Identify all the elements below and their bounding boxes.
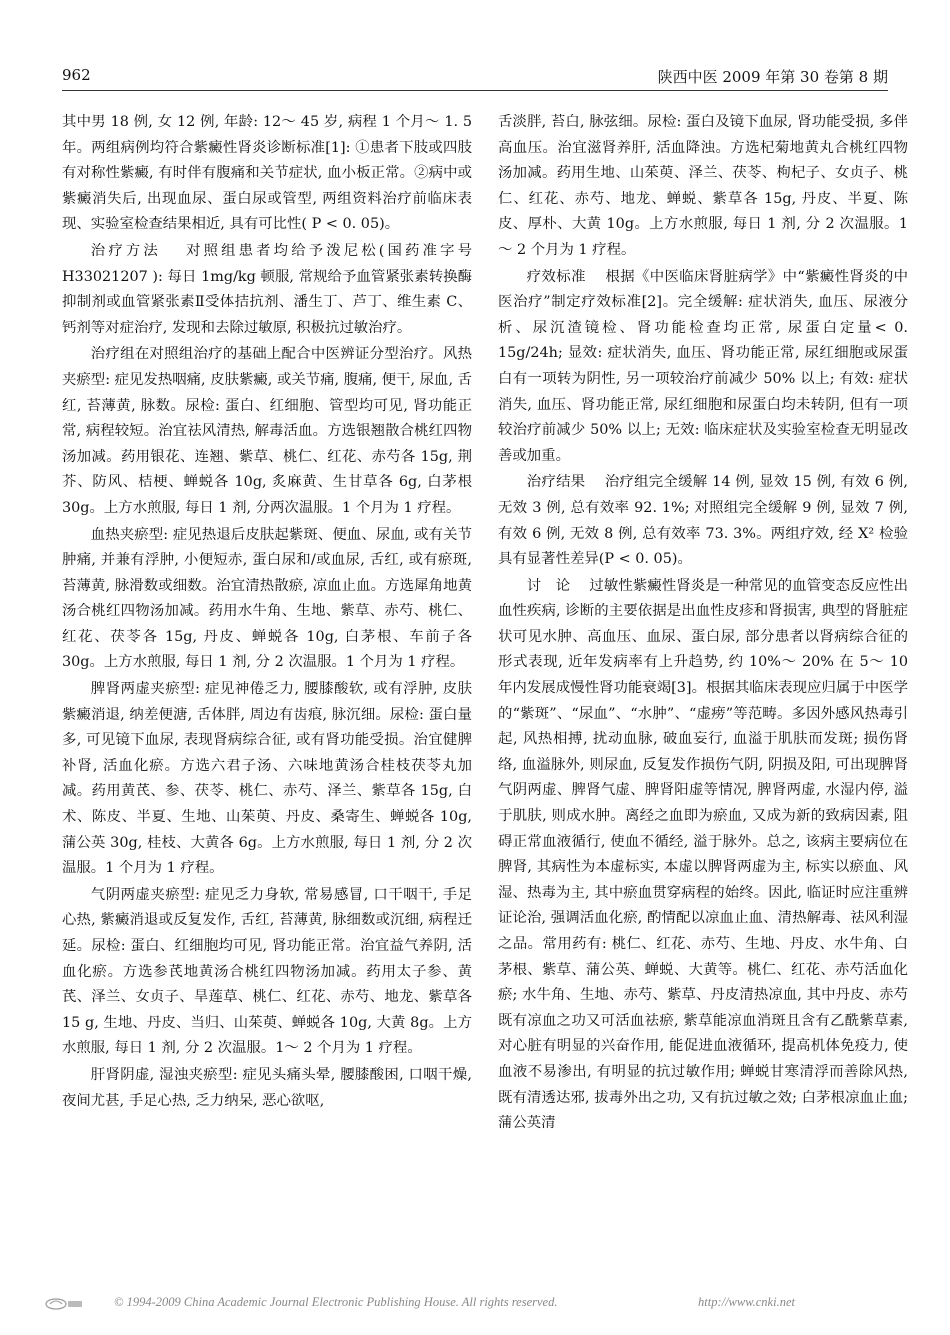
paragraph: 脾肾两虚夹瘀型: 症见神倦乏力, 腰膝酸软, 或有浮肿, 皮肤紫癜消退, 纳差便溏, 舌体胖, 周边有齿痕, 脉沉细。尿检: 蛋白量多, 可见镜下血尿, 表现肾病综合征, 或有肾功能受损。治宜健脾补肾, 活血化瘀。方选六君子汤、六味地黄汤合桂枝茯苓丸加减。药用黄芪、参、茯苓、桃仁、赤芍、泽兰、紫草各 15g, 白术、陈皮、半夏、生地、山茱萸、丹皮、桑寄生、蝉蜕各 10g, 蒲公英 30g, 桂枝、大黄各 6g。上方水煎服, 每日 1 剂, 分 2 次温服。1 个月为 1 疗程。 [62, 681, 472, 877]
page-number: 962 [62, 66, 91, 84]
paragraph: 治疗组在对照组治疗的基础上配合中医辨证分型治疗。风热夹瘀型: 症见发热咽痛, 皮肤紫癜, 或关节痛, 腹痛, 便干, 尿血, 舌红, 苔薄黄, 脉数。尿检: 蛋白、红细胞、管型均可见, 肾功能正常, 病程较短。治宜祛风清热, 解毒活血。方选银翘散合桃红四物汤加减。药用银花、连翘、紫草、桃仁、红花、赤芍各 15g, 荆芥、防风、桔梗、蝉蜕各 10g, 炙麻黄、生甘草各 6g, 白茅根 30g。上方水煎服, 每日 1 剂, 分两次温服。1 个月为 1 疗程。 [62, 346, 472, 516]
paragraph: 治疗方法 对照组患者均给予泼尼松(国药准字号 H33021207 ): 每日 1mg/kg 顿服, 常规给予血管紧张素转换酶抑制剂或血管紧张素Ⅱ受体拮抗剂、潘生丁、芦丁、维生素 C、钙剂等对症治疗, 发现和去除过敏原, 积极抗过敏治疗。 [62, 242, 472, 336]
paragraph: 其中男 18 例, 女 12 例, 年龄: 12～ 45 岁, 病程 1 个月～ 1. 5 年。两组病例均符合紫癜性肾炎诊断标准[1]: ①患者下肢或四肢有对称性紫癜, 有时伴有腹痛和关节症状, 血小板正常。②病中或紫癜消失后, 出现血尿、蛋白尿或管型, 两组资料治疗前临床表现、实验室检查结果相近, 具有可比性( P < 0. 05)。 [62, 114, 472, 233]
journal-title: 陕西中医 2009 年第 30 卷第 8 期 [657, 68, 888, 86]
page-header [62, 66, 888, 90]
copyright-text: © 1994-2009 China Academic Journal Electronic Publishing House. All rights reserved. [114, 1295, 558, 1309]
cnki-logo-icon [44, 1295, 84, 1311]
header-rule [62, 90, 888, 91]
paragraph: 舌淡胖, 苔白, 脉弦细。尿检: 蛋白及镜下血尿, 肾功能受损, 多伴高血压。治宜滋肾养肝, 活血降浊。方选杞菊地黄丸合桃红四物汤加减。药用生地、山茱萸、泽兰、茯苓、枸杞子、女贞子、桃仁、红花、赤芍、地龙、蝉蜕、紫草各 15g, 丹皮、半夏、陈皮、厚朴、大黄 10g。上方水煎服, 每日 1 剂, 分 2 次温服。1～ 2 个月为 1 疗程。 [498, 114, 908, 258]
paragraph: 疗效标准 根据《中医临床肾脏病学》中“紫癜性肾炎的中医治疗”制定疗效标准[2]。完全缓解: 症状消失, 血压、尿液分析、尿沉渣镜检、肾功能检查均正常, 尿蛋白定量< 0. 15g/24h; 显效: 症状消失, 血压、肾功能正常, 尿红细胞或尿蛋白有一项转为阴性, 另一项较治疗前减少 50% 以上; 有效: 症状消失, 血压、肾功能正常, 尿红细胞和尿蛋白均未转阴, 但有一项较治疗前减少 50% 以上; 无效: 临床症状及实验室检查无明显改善或加重。 [498, 268, 908, 464]
paragraph: 肝肾阴虚, 湿浊夹瘀型: 症见头痛头晕, 腰膝酸困, 口咽干燥, 夜间尤甚, 手足心热, 乏力纳呆, 恶心欲呕, [62, 1066, 472, 1109]
left-column [62, 110, 472, 1115]
paragraph: 治疗结果 治疗组完全缓解 14 例, 显效 15 例, 有效 6 例, 无效 3 例, 总有效率 92. 1%; 对照组完全缓解 9 例, 显效 7 例, 有效 6 例, 无效 8 例, 总有效率 73. 3%。两组疗效, 经 X² 检验具有显著性差异(P < 0. 05)。 [498, 474, 908, 568]
paragraph: 血热夹瘀型: 症见热退后皮肤起紫斑、便血、尿血, 或有关节肿痛, 并兼有浮肿, 小便短赤, 蛋白尿和/或血尿, 舌红, 或有瘀斑, 苔薄黄, 脉滑数或细数。治宜清热散瘀, 凉血止血。方选犀角地黄汤合桃红四物汤加减。药用水牛角、生地、紫草、赤芍、桃仁、红花、茯苓各 15g, 丹皮、蝉蜕各 10g, 白茅根、车前子各 30g。上方水煎服, 每日 1 剂, 分 2 次温服。1 个月为 1 疗程。 [62, 526, 472, 671]
page-footer [44, 1294, 906, 1314]
right-column [498, 110, 908, 1138]
paragraph: 讨 论 过敏性紫癜性肾炎是一种常见的血管变态反应性出血性疾病, 诊断的主要依据是出血性皮疹和肾损害, 典型的肾脏症状可见水肿、高血压、血尿、蛋白尿, 部分患者以肾病综合征的形式表现, 近年发病率有上升趋势, 约 10%～ 20% 在 5～ 10 年内发展成慢性肾功能衰竭[3]。根据其临床表现应归属于中医学的“紫斑”、“尿血”、“水肿”、“虚痨”等范畴。多因外感风热毒引起, 风热相搏, 扰动血脉, 破血妄行, 血溢于肌肤而发斑; 损伤肾络, 血溢脉外, 则尿血, 反复发作损伤气阴, 阴损及阳, 可出现脾肾气阴两虚、脾肾气虚、脾肾阳虚等情况, 脾肾两虚, 水湿内停, 溢于肌肤, 则成水肿。离经之血即为瘀血, 又成为新的致病因素, 阻碍正常血液循行, 使血不循经, 溢于脉外。总之, 该病主要病位在脾肾, 其病性为本虚标实, 本虚以脾肾两虚为主, 标实以瘀血、风湿、热毒为主, 其中瘀血贯穿病程的始终。因此, 临证时应注重辨证论治, 强调活血化瘀, 酌情配以凉血止血、清热解毒、祛风利湿之品。常用药有: 桃仁、红花、赤芍、生地、丹皮、水牛角、白茅根、紫草、蒲公英、蝉蜕、大黄等。桃仁、红花、赤芍活血化瘀; 水牛角、生地、赤芍、紫草、丹皮清热凉血, 其中丹皮、赤芍既有凉血之功又可活血祛瘀, 紫草能凉血消斑且含有乙酰紫草素, 对心脏有明显的兴奋作用, 能促进血液循环, 提高机体免疫力, 使血液不易渗出, 有明显的抗过敏作用; 蝉蜕甘寒清浮而善除风热, 既有清透达邪, 拔毒外出之功, 又有抗过敏之效; 白茅根凉血止血; 蒲公英清 [498, 577, 908, 1132]
paragraph: 气阴两虚夹瘀型: 症见乏力身软, 常易感冒, 口干咽干, 手足心热, 紫癜消退或反复发作, 舌红, 苔薄黄, 脉细数或沉细, 病程迁延。尿检: 蛋白、红细胞均可见, 肾功能正常。治宜益气养阴, 活血化瘀。方选参芪地黄汤合桃红四物汤加减。药用太子参、黄芪、泽兰、女贞子、旱莲草、桃仁、红花、赤芍、地龙、紫草各 15 g, 生地、丹皮、当归、山茱萸、蝉蜕各 10g, 大黄 8g。上方水煎服, 每日 1 剂, 分 2 次温服。1～ 2 个月为 1 疗程。 [62, 886, 472, 1057]
site-link[interactable]: http://www.cnki.net [698, 1295, 795, 1309]
